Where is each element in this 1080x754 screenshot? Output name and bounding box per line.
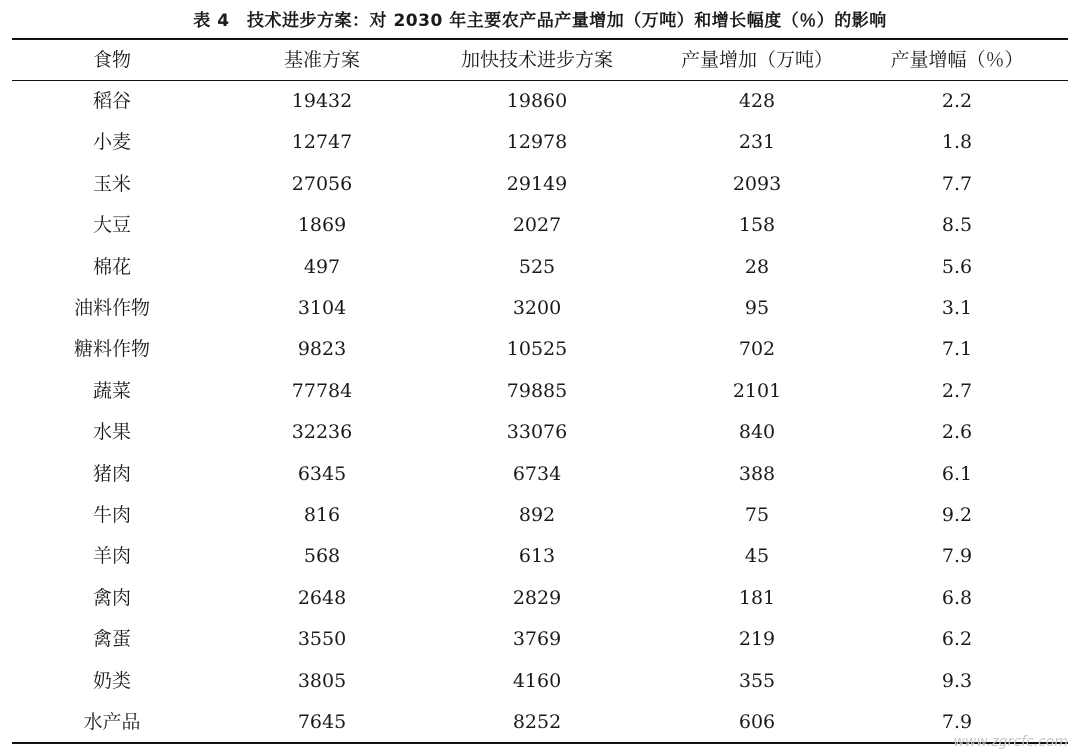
cell-increase: 95 [744,297,770,319]
table-row [12,371,1068,411]
cell-increase: 75 [744,504,770,526]
cell-increase: 840 [738,421,776,444]
cell-baseline: 816 [303,504,341,526]
cell-baseline: 6345 [297,462,347,485]
cell-growth: 6.1 [941,462,973,485]
header-growth-rate: 产量增幅（％） [890,49,1024,71]
cell-increase: 355 [738,669,776,692]
cell-growth: 6.8 [941,586,973,609]
cell-increase: 219 [738,628,776,651]
cell-food: 糖料作物 [73,338,150,361]
header-baseline: 基准方案 [283,49,360,71]
cell-accelerated: 19860 [506,90,568,112]
header-accelerated: 加快技术进步方案 [460,49,613,71]
cell-baseline: 3805 [297,669,347,692]
cell-accelerated: 2829 [512,586,562,609]
cell-growth: 7.7 [941,172,973,195]
table-row [12,205,1068,245]
table-row [12,81,1068,121]
cell-baseline: 27056 [291,172,353,195]
cell-food: 油料作物 [73,297,150,319]
cell-growth: 8.5 [941,214,973,237]
cell-accelerated: 613 [518,545,556,568]
cell-increase: 231 [738,131,776,154]
cell-food: 禽肉 [92,586,131,609]
table-row [12,122,1068,162]
cell-accelerated: 2027 [512,214,562,237]
cell-food: 稻谷 [92,90,131,112]
table-row [12,164,1068,204]
cell-growth: 7.1 [941,338,973,361]
cell-increase: 2101 [732,379,782,402]
cell-baseline: 77784 [291,379,353,402]
table-bottom-rule [12,742,1068,744]
cell-accelerated: 8252 [512,711,562,733]
table-caption: 表 4 技术进步方案：对 2030 年主要农产品产量增加（万吨）和增长幅度（％）的影响 [193,11,887,31]
cell-food: 大豆 [92,214,131,237]
table-row [12,329,1068,369]
cell-accelerated: 10525 [506,338,568,361]
cell-food: 水果 [92,421,131,444]
cell-food: 猪肉 [92,462,131,485]
cell-baseline: 12747 [291,131,353,154]
cell-growth: 5.6 [941,255,973,278]
cell-increase: 702 [738,338,776,361]
cell-accelerated: 12978 [506,131,568,154]
cell-growth: 7.9 [941,711,973,733]
cell-baseline: 7645 [297,711,347,733]
cell-growth: 3.1 [941,297,973,319]
cell-increase: 2093 [732,172,782,195]
cell-food: 玉米 [92,172,131,195]
header-output-increase: 产量增加（万吨） [680,49,833,71]
cell-growth: 1.8 [941,131,973,154]
cell-baseline: 32236 [291,421,353,444]
table-row [12,412,1068,452]
cell-accelerated: 6734 [512,462,562,485]
cell-baseline: 3550 [297,628,347,651]
cell-increase: 45 [744,545,770,568]
cell-accelerated: 29149 [506,172,568,195]
cell-food: 小麦 [92,131,131,154]
table-row [12,288,1068,328]
cell-baseline: 497 [303,255,341,278]
cell-food: 奶类 [92,669,131,692]
table-row [12,702,1068,742]
table-row [12,454,1068,494]
table-row [12,247,1068,287]
cell-baseline: 1869 [297,214,347,237]
cell-baseline: 19432 [291,90,353,112]
cell-increase: 388 [738,462,776,485]
cell-baseline: 9823 [297,338,347,361]
cell-growth: 2.2 [941,90,973,112]
cell-accelerated: 3200 [512,297,562,319]
cell-increase: 428 [738,90,776,112]
cell-accelerated: 892 [518,504,556,526]
table-row [12,536,1068,576]
cell-baseline: 3104 [297,297,347,319]
cell-increase: 181 [738,586,776,609]
cell-food: 禽蛋 [92,628,131,651]
cell-accelerated: 79885 [506,379,568,402]
table-row [12,661,1068,701]
watermark: www.zgrcfc.com [953,734,1068,750]
table-row [12,619,1068,659]
cell-growth: 9.3 [941,669,973,692]
table-row [12,495,1068,535]
cell-baseline: 2648 [297,586,347,609]
cell-food: 牛肉 [92,504,131,526]
header-food: 食物 [92,49,131,71]
cell-accelerated: 4160 [512,669,562,692]
cell-growth: 2.7 [941,379,973,402]
cell-growth: 6.2 [941,628,973,651]
cell-accelerated: 33076 [506,421,568,444]
cell-increase: 158 [738,214,776,237]
cell-increase: 606 [738,711,776,733]
cell-growth: 2.6 [941,421,973,444]
cell-baseline: 568 [303,545,341,568]
cell-growth: 9.2 [941,504,973,526]
cell-increase: 28 [744,255,770,278]
cell-food: 蔬菜 [92,379,131,402]
cell-food: 水产品 [83,711,141,733]
table-row [12,578,1068,618]
cell-accelerated: 525 [518,255,556,278]
cell-accelerated: 3769 [512,628,562,651]
table-header-row [12,40,1068,80]
cell-food: 棉花 [92,255,131,278]
cell-food: 羊肉 [92,545,131,568]
cell-growth: 7.9 [941,545,973,568]
